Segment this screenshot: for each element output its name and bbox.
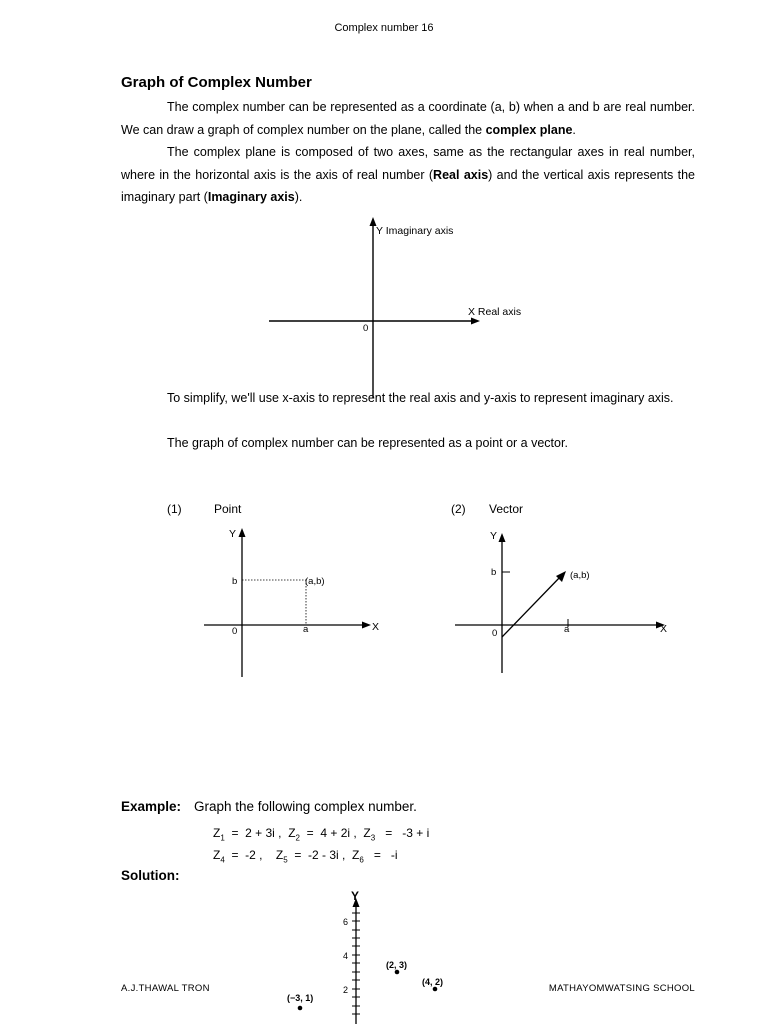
solution-point-z1 [395, 970, 400, 975]
p1-text: The complex number can be represented as a coordinate (a, b) when a and b are real number. We can draw a graph of complex number on the plane, called the [121, 100, 695, 137]
z5-eq: = [294, 848, 302, 862]
z3-value: -3 + i [402, 826, 430, 840]
solution-label-z3: (−3, 1) [287, 993, 314, 1003]
z1-value: 2 + 3i , [245, 826, 282, 840]
vector-a-tick: a [564, 624, 570, 635]
z2-eq: = [306, 826, 314, 840]
origin-label: 0 [363, 323, 369, 334]
z1-sub: 1 [220, 833, 225, 843]
footer-school: MATHAYOMWATSING SCHOOL [548, 983, 695, 994]
vector-b-tick: b [491, 567, 497, 578]
z6-eq: = [373, 848, 381, 862]
point-figure-number: (1) [167, 502, 182, 516]
imaginary-axis-label: Y Imaginary axis [376, 225, 454, 237]
imaginary-axis-term: Imaginary axis [207, 190, 295, 204]
solution-label-z2: (4, 2) [422, 977, 444, 987]
vector-figure-caption: Vector [489, 502, 524, 516]
z2-value: 4 + 2i , [320, 826, 357, 840]
running-header: Complex number 16 [334, 22, 434, 34]
vector-figure-number: (2) [451, 502, 466, 516]
z4-sub: 4 [220, 855, 225, 865]
z5-sub: 5 [283, 855, 288, 865]
example-label: Example: [121, 799, 182, 814]
p2-end: ). [294, 190, 303, 204]
vector-origin: 0 [492, 628, 498, 639]
point-x-label: X [372, 621, 380, 633]
vector-ab-label: (a,b) [570, 570, 590, 581]
solution-tick-6: 6 [343, 917, 349, 927]
point-b-tick: b [232, 576, 238, 587]
solution-point-z3 [298, 1006, 303, 1011]
complex-plane-term: complex plane [485, 122, 573, 137]
z6-value: -i [390, 848, 398, 862]
p3-text: To simplify, we'll use x-axis to represent the real axis and y-axis to represent imaginary axis. [167, 391, 674, 405]
z3-sub: 3 [370, 833, 376, 843]
point-figure-caption: Point [214, 502, 242, 516]
z6-name: Z [352, 848, 360, 862]
p1-end: . [572, 122, 576, 137]
solution-tick-4: 4 [343, 951, 349, 961]
z4-name: Z [213, 848, 221, 862]
z1-eq: = [231, 826, 239, 840]
z4-eq: = [231, 848, 239, 862]
solution-label-z1: (2, 3) [386, 960, 408, 970]
p4-text: The graph of complex number can be represented as a point or a vector. [167, 436, 568, 450]
solution-point-z2 [433, 987, 438, 992]
z3-name: Z [363, 826, 371, 840]
real-axis-term: Real axis [433, 167, 489, 182]
point-y-label: Y [229, 528, 237, 540]
footer-author: A.J.THAWAL TRON [121, 983, 210, 994]
p2-text-b: ) and the vertical axis represents the imaginary part ( [121, 167, 695, 204]
z2-name: Z [288, 826, 296, 840]
point-origin: 0 [232, 626, 238, 637]
z3-eq: = [385, 826, 393, 840]
z4-value: -2 , [245, 848, 263, 862]
solution-label: Solution: [121, 868, 180, 883]
z6-sub: 6 [359, 855, 364, 865]
z5-value: -2 - 3i , [308, 848, 346, 862]
solution-tick-2: 2 [343, 985, 349, 995]
point-ab-label: (a,b) [305, 576, 325, 587]
vector-x-label: X [660, 623, 668, 635]
z5-name: Z [275, 848, 284, 862]
point-a-tick: a [303, 624, 309, 635]
section-title: Graph of Complex Number [121, 74, 312, 91]
vector-y-label: Y [490, 530, 498, 542]
z1-name: Z [213, 826, 221, 840]
example-instruction: Graph the following complex number. [194, 799, 417, 814]
z2-sub: 2 [295, 833, 300, 843]
p2-text-a: The complex plane is composed of two axes, same as the rectangular axes in real number, where in the horizontal axis is the axis of real number ( [121, 145, 695, 182]
real-axis-label: X Real axis [468, 306, 522, 318]
solution-y-label: Y [351, 889, 360, 903]
